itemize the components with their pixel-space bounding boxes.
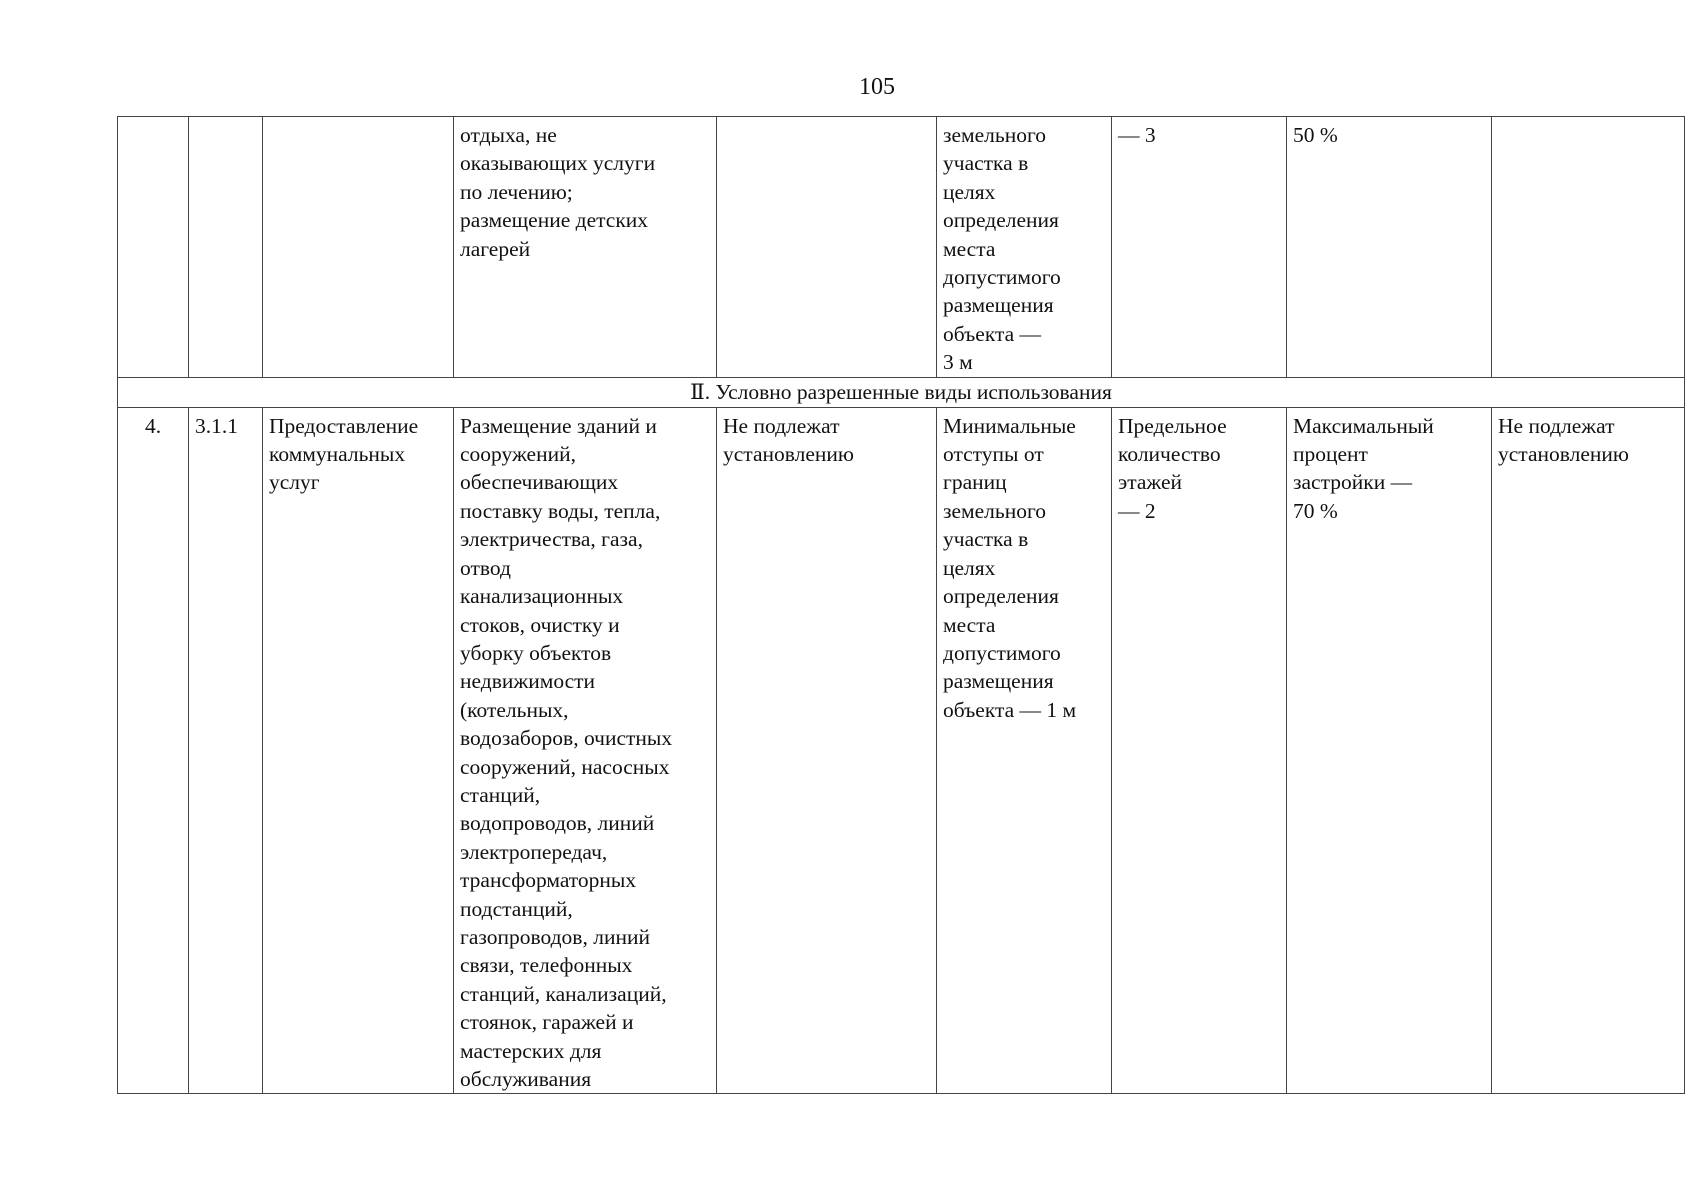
cell-other: Не подлежат установлению (1492, 407, 1685, 1094)
cell-setbacks: Минимальные отступы от границ земельного участка в целях определения места допустимого размещения объекта — 1 м (937, 407, 1112, 1094)
cell-code: 3.1.1 (189, 407, 263, 1094)
cell-use-description: Размещение зданий и сооружений, обеспечивающих поставку воды, тепла, электричества, газа, отвод канализационных стоков, очистку и уборку объектов недвижимости (котельных, водозаборов, очистных сооружений, насосных станций, водопроводов, линий электропередач, трансформаторных подстанций, газопроводов, линий связи, телефонных станций, канализаций, стоянок, гаражей и мастерских для обслуживания (454, 407, 717, 1094)
cell-setbacks: земельного участка в целях определения места допустимого размещения объекта — 3 м (937, 117, 1112, 378)
cell-use-name (263, 117, 454, 378)
cell-code (189, 117, 263, 378)
cell-coverage: Максимальный процент застройки — 70 % (1287, 407, 1492, 1094)
cell-use-name: Предоставление коммунальных услуг (263, 407, 454, 1094)
cell-floors: Предельное количество этажей — 2 (1112, 407, 1287, 1094)
cell-other (1492, 117, 1685, 378)
table-row (118, 117, 1685, 378)
section-heading: Ⅱ. Условно разрешенные виды использования (118, 377, 1685, 407)
cell-floors: — 3 (1112, 117, 1287, 378)
page-number: 105 (859, 74, 895, 100)
cell-coverage: 50 % (1287, 117, 1492, 378)
section-row (118, 377, 1685, 407)
regulations-table (117, 116, 1685, 1094)
cell-number (118, 117, 189, 378)
cell-use-description: отдыха, не оказывающих услуги по лечению; размещение детских лагерей (454, 117, 717, 378)
table-row (118, 407, 1685, 1094)
cell-number: 4. (118, 407, 189, 1094)
cell-plot-size (717, 117, 937, 378)
cell-plot-size: Не подлежат установлению (717, 407, 937, 1094)
